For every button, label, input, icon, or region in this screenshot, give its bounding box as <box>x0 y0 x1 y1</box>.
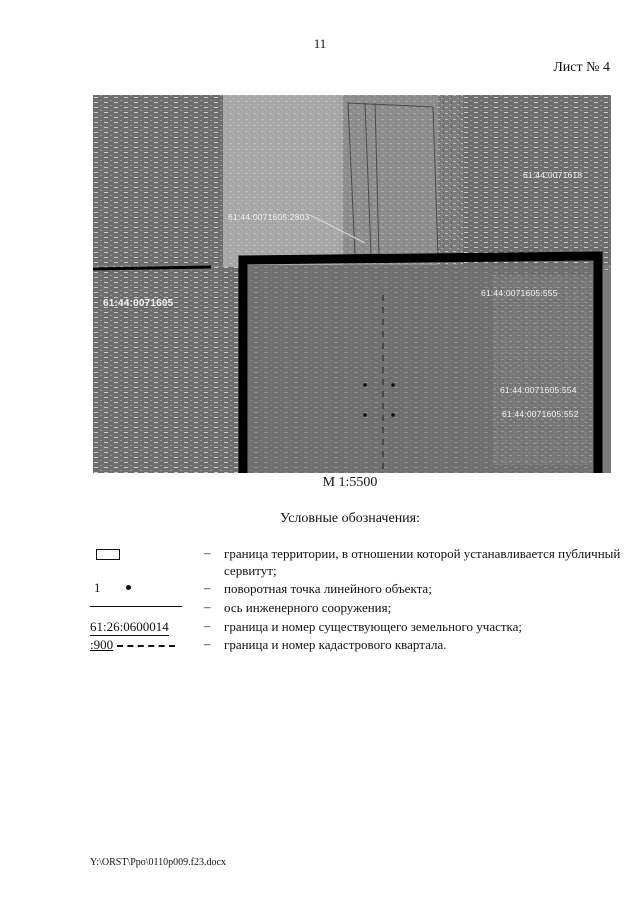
legend-dash: – <box>204 599 211 614</box>
point-dot-icon <box>126 585 131 590</box>
sheet-label: Лист № 4 <box>553 60 610 75</box>
legend-description: граница территории, в отношении которой устанавливается публичный сервитут; <box>224 546 621 578</box>
map-label-parcel-554: 61:44:0071605:554 <box>500 385 577 395</box>
map-scale: М 1:5500 <box>322 475 378 490</box>
boundary-rectangle-icon <box>96 549 120 560</box>
legend-dash: – <box>204 618 211 633</box>
axis-line-icon <box>90 606 182 607</box>
map-label-parcel-2803: 61:44:0071605:2803 <box>228 212 310 222</box>
map-label-parcel-555: 61:44:0071605:555 <box>481 288 558 298</box>
legend-row-boundary <box>90 545 620 579</box>
parcel-number: 61:26:0600014 <box>90 619 169 634</box>
legend-description: граница и номер кадастрового квартала. <box>224 637 447 652</box>
legend-description: граница и номер существующего земельного участка; <box>224 619 523 634</box>
dashed-line-icon <box>117 645 175 647</box>
legend-title: Условные обозначения: <box>279 511 421 526</box>
point-number: 1 <box>94 580 101 595</box>
legend-dash: – <box>204 636 211 651</box>
map-label-quarter-605: 61:44:0071605 <box>103 298 174 309</box>
map-label-quarter-618: 61:44:0071618 <box>523 170 583 180</box>
legend-description: поворотная точка линейного объекта; <box>224 581 432 596</box>
legend-dash: – <box>204 545 211 560</box>
legend-dash: – <box>204 580 211 595</box>
legend-row-parcel <box>90 618 620 636</box>
quarter-number: :900 <box>90 637 114 652</box>
legend-row-turning-point <box>90 580 620 598</box>
map-label-parcel-552: 61:44:0071605:552 <box>502 409 579 419</box>
cadastral-map <box>93 95 611 473</box>
page-number: 11 <box>313 36 327 51</box>
legend-description: ось инженерного сооружения; <box>224 600 392 615</box>
legend-row-quarter <box>90 636 620 654</box>
legend-row-axis <box>90 599 620 617</box>
file-path-footer: Y:\ORST\Ppo\0110p009.f23.docx <box>90 857 226 868</box>
